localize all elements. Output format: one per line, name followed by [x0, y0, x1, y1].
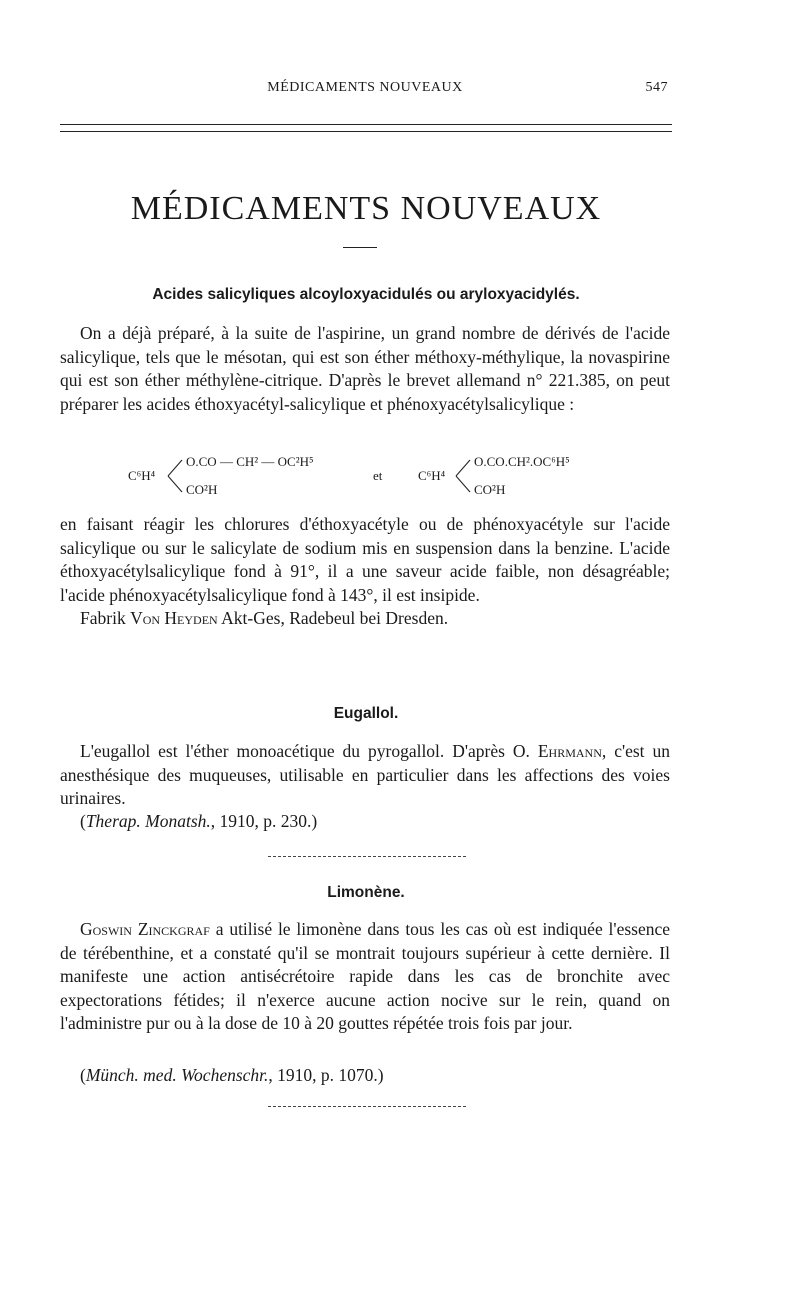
paragraph-method	[60, 513, 670, 631]
formula-ethoxy-bottom: CO²H	[186, 482, 218, 497]
citation-eugallol-journal: Therap. Monatsh.	[85, 811, 211, 831]
section-heading-salicyliques: Acides salicyliques alcoyloxyacidulés ou aryloxyacidylés.	[152, 286, 580, 303]
citation-eugallol: (Therap. Monatsh., 1910, p. 230.)	[80, 811, 318, 831]
formula-ethoxy	[128, 455, 358, 497]
paragraph-eugallol-text	[60, 740, 670, 811]
section-heading-eugallol: Eugallol.	[333, 705, 399, 722]
formula-phenoxy-ring: C⁶H⁴	[418, 468, 446, 483]
citation-limonene-details: , 1910, p. 1070.	[268, 1065, 378, 1085]
paragraph-method-text: en faisant réagir les chlorures d'éthoxyacétyle ou de phénoxyacétyle sur l'acide salicylique ou sur le salicylate de sodium mis en suspension dans la benzine. L'acide éthoxyacétylsalicylique fond à 91°, il a une saveur acide faible, non désagréable; l'acide phénoxyacétylsalicylique fond à 143°, il est insipide.	[60, 514, 670, 605]
eugallol-text-end: , c'est un anesthésique des muqueuses, utilisable en particulier dans les affections des voies urinaires.	[60, 741, 670, 808]
citation-eugallol-details: , 1910, p. 230.	[210, 811, 312, 831]
paragraph-limonene	[60, 918, 670, 1036]
paragraph-intro-text: On a déjà préparé, à la suite de l'aspirine, un grand nombre de dérivés de l'acide salicylique, tels que le mésotan, qui est son éther méthoxy-méthylique, la novaspirine qui est son éther méthylène-citrique. D'après le brevet allemand n° 221.385, on peut préparer les acides éthoxyacétyl-salicylique et phénoxyacétylsalicylique :	[60, 323, 670, 414]
formula-conjunction: et	[373, 468, 383, 483]
paragraph-limonene-text	[60, 918, 670, 1036]
title-rule	[343, 247, 377, 248]
formula-ethoxy-top: O.CO — CH² — OC²H⁵	[186, 454, 314, 469]
eugallol-text-start: L'eugallol est l'éther monoacétique du pyrogallol. D'après O.	[80, 741, 530, 761]
main-title: MÉDICAMENTS NOUVEAUX	[130, 190, 602, 227]
source-suffix: Akt-Ges, Radebeul bei Dresden.	[221, 608, 449, 628]
paragraph-eugallol	[60, 740, 670, 811]
source-name: Von Heyden	[130, 608, 218, 628]
page-number: 547	[645, 80, 668, 95]
citation-limonene-journal: Münch. med. Wochenschr.	[85, 1065, 269, 1085]
formula-phenoxy-bracket	[454, 457, 474, 495]
limonene-author: Goswin Zinckgraf	[80, 919, 210, 939]
formula-ethoxy-ring: C⁶H⁴	[128, 468, 156, 483]
source-prefix: Fabrik	[80, 608, 126, 628]
limonene-text: a utilisé le limonène dans tous les cas où est indiquée l'essence de térébenthine, et a constaté qu'il se montrait toujours supérieur à cette dernière. Il manifeste une action antisécrétoire rapide dans les cas de bronchite avec expectorations fétides; il n'exerce aucune action nocive sur le rein, quand on l'administre pur ou à la dose de 10 à 20 gouttes répétée trois fois par jour.	[60, 919, 671, 1033]
paragraph-intro	[60, 322, 670, 416]
citation-limonene: (Münch. med. Wochenschr., 1910, p. 1070.)	[80, 1065, 384, 1085]
eugallol-author: Ehrmann	[537, 741, 602, 761]
formula-phenoxy-top: O.CO.CH².OC⁶H⁵	[474, 454, 570, 469]
source-line	[60, 607, 670, 631]
running-head-title: MÉDICAMENTS NOUVEAUX	[267, 80, 463, 95]
section-heading-limonene: Limonène.	[327, 884, 405, 901]
header-double-rule	[60, 124, 672, 132]
formula-phenoxy	[418, 455, 618, 497]
section-separator-end	[268, 1106, 466, 1107]
formula-phenoxy-bottom: CO²H	[474, 482, 506, 497]
formula-ethoxy-bracket	[166, 457, 186, 495]
section-separator	[268, 856, 466, 857]
